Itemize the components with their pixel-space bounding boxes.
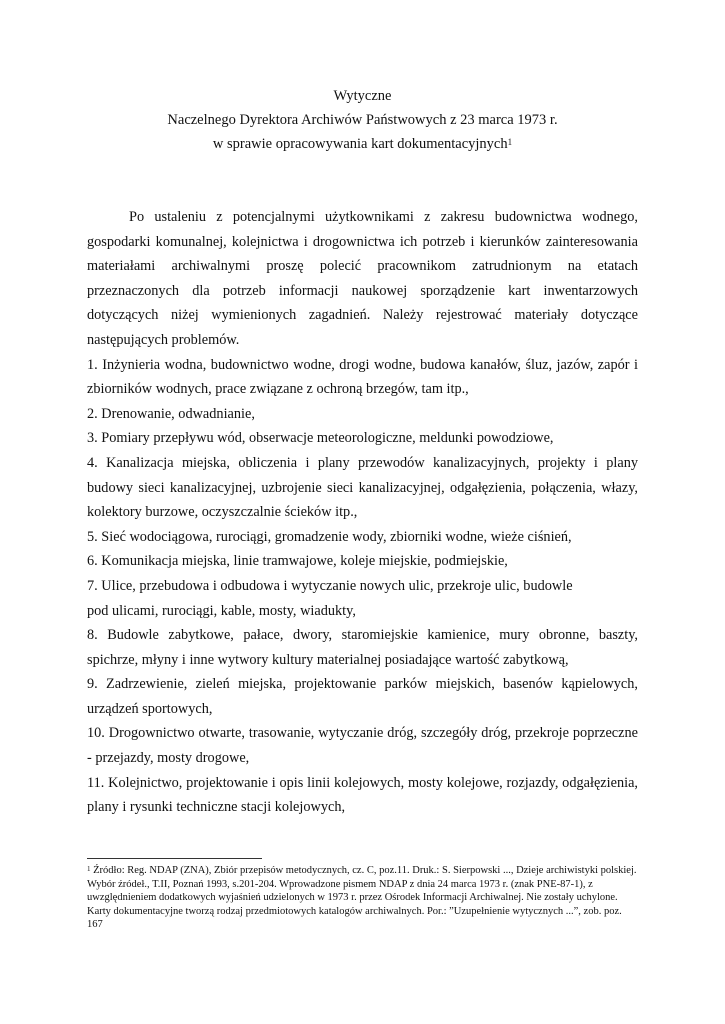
list-item-4: 4. Kanalizacja miejska, obliczenia i plany przewodów kanalizacyjnych, projekty i plany budowy sieci kanalizacyjnej, uzbrojenie sieci kanalizacyjnej, odgałęzienia, połączenia, włazy, kolektory burzowe, oczyszczalnie ścieków itp., [87,454,638,521]
list-item-11: 11. Kolejnictwo, projektowanie i opis linii kolejowych, mosty kolejowe, rozjazdy, odgałęzienia, plany i rysunki techniczne stacji kolejowych, [87,774,638,816]
footnote-divider [87,858,262,859]
footnote-text: Źródło: Reg. NDAP (ZNA), Zbiór przepisów metodycznych, cz. C, poz.11. Druk.: S. Sierpowski ..., Dzieje archiwistyki polskiej. Wybór źródeł., T.II, Poznań 1993, s.201-204. Wprowadzone pismem NDAP z dnia 24 marca 1973 r. (znak PNE-87-1), z uwzględnieniem dodatkowych wyjaśnień udzielonych w 1973 r. przez Ośrodek Informacji Archiwalnej. Nie zostały uchylone. Karty dokumentacyjne tworzą rodzaj przedmiotowych katalogów archiwalnych. Por.: ”Uzupełnienie wytycznych ...”, zob. poz. 167 [87,865,637,931]
list-item-1: 1. Inżynieria wodna, budownictwo wodne, drogi wodne, budowa kanałów, śluz, jazów, zapór i zbiorników wodnych, prace związane z ochroną brzegów, tam itp., [87,356,638,398]
list-item-7-continued: pod ulicami, rurociągi, kable, mosty, wiadukty, [87,602,356,619]
document-subject [0,133,725,155]
document-title: Wytyczne [333,88,392,104]
footnote-text-block [87,864,638,932]
footnote-marker: 1 [87,865,91,873]
list-item-2: 2. Drenowanie, odwadnianie, [87,405,255,422]
list-item-10: 10. Drogownictwo otwarte, trasowanie, wytyczanie dróg, szczegóły dróg, przekroje poprzeczne - przejazdy, mosty drogowe, [87,725,638,767]
list-item-9: 9. Zadrzewienie, zieleń miejska, projektowanie parków miejskich, basenów kąpielowych, urządzeń sportowych, [87,676,638,717]
list-item-8: 8. Budowle zabytkowe, pałace, dwory, staromiejskie kamienice, mury obronne, baszty, spichrze, młyny i inne wytwory kultury materialnej posiadające wartość zabytkową, [87,627,638,668]
document-subtitle: Naczelnego Dyrektora Archiwów Państwowych z 23 marca 1973 r. [167,112,558,128]
footnote-reference[interactable]: 1 [507,137,513,147]
footnote [87,864,638,932]
document-body [87,205,638,820]
list-item-5: 5. Sieć wodociągowa, rurociągi, gromadzenie wody, zbiorniki wodne, wieże ciśnień, [87,528,572,545]
list-item-6: 6. Komunikacja miejska, linie tramwajowe, koleje miejskie, podmiejskie, [87,553,508,570]
intro-paragraph: Po ustaleniu z potencjalnymi użytkownikami z zakresu budownictwa wodnego, gospodarki komunalnej, kolejnictwa i drogownictwa ich potrzeb i kierunków zainteresowania materiałami archiwalnymi proszę polecić pracownikom zatrudnionym na etatach przeznaczonych dla potrzeb informacji naukowej sporządzenie kart inwentarzowych dotyczących niżej wymienionych zagadnień. Należy rejestrować materiały dotyczące następujących problemów. [87,209,638,348]
document-subject-text: w sprawie opracowywania kart dokumentacyjnych [212,136,508,152]
list-item-7: 7. Ulice, przebudowa i odbudowa i wytyczanie nowych ulic, przekroje ulic, budowle [87,577,573,594]
list-item-3: 3. Pomiary przepływu wód, obserwacje meteorologiczne, meldunki powodziowe, [87,430,554,447]
